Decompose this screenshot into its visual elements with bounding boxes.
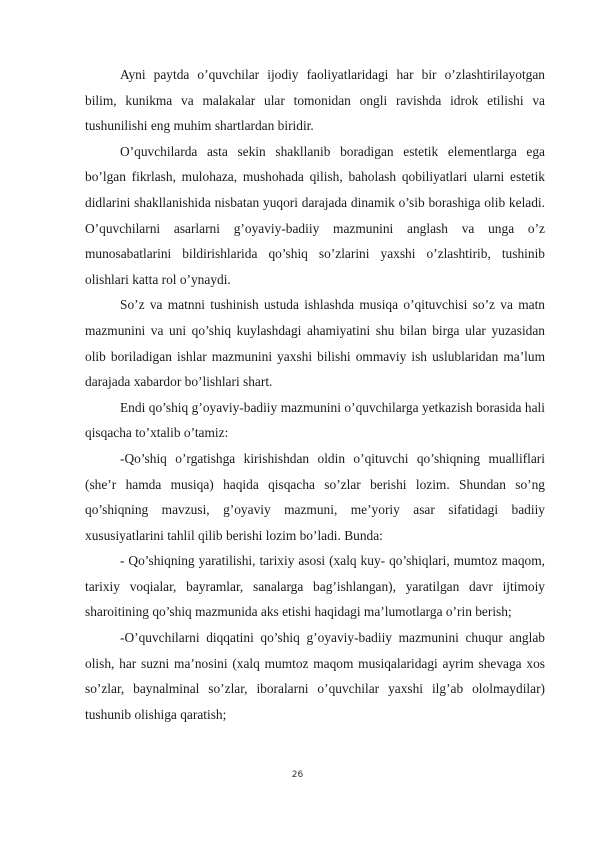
paragraph-4: Endi qo’shiq g’oyaviy-badiiy mazmunini o’quvchilarga yetkazish borasida hali qisqacha to’xtalib o’tamiz: (85, 399, 545, 441)
page-body (85, 62, 545, 727)
page-number: 26 (291, 770, 304, 780)
paragraph-6: - Qo’shiqning yaratilishi, tarixiy asosi (xalq kuy- qo’shiqlari, mumtoz maqom, tarixiy voqialar, bayramlar, sanalarga bag’ishlangan), yaratilgan davr ijtimoiy sharoitining qo’shiq mazmunida aks etishi haqidagi ma’lumotlarga o’rin berish; (85, 553, 545, 620)
paragraph-2: O’quvchilarda asta sekin shakllanib boradigan estetik elementlarga ega bo’lgan fikrlash, mulohaza, mushohada qilish, baholash qobiliyatlari ularni estetik didlarini shakllanishida nisbatan yuqori darajada dinamik o’sib borashiga olib keladi. O’quvchilarni asarlarni g’oyaviy-badiiy mazmunini anglash va unga o’z munosabatlarini bildirishlarida qo’shiq so’zlarini yaxshi o’zlashtirib, tushinib olishlari katta rol o’ynaydi. (85, 143, 545, 287)
paragraph-5: -Qo’shiq o’rgatishga kirishishdan oldin o’qituvchi qo’shiqning mualliflari (she’r hamda musiqa) haqida qisqacha so’zlar berishi lozim. Shundan so’ng qo’shiqning mavzusi, g’oyaviy mazmuni, me’yoriy asar sifatidagi badiiy xususiyatlarini tahlil qilib berishi lozim bo’ladi. Bunda: (85, 450, 545, 543)
paragraph-7: -O’quvchilarni diqqatini qo’shiq g’oyaviy-badiiy mazmunini chuqur anglab olish, har suzni ma’nosini (xalq mumtoz maqom musiqalaridagi ayrim shevaga xos so’zlar, baynalminal so’zlar, iboralarni o’quvchilar yaxshi ilg’ab ololmaydilar) tushunib olishiga qaratish; (85, 630, 545, 722)
paragraph-3: So’z va matnni tushinish ustuda ishlashda musiqa o’qituvchisi so’z va matn mazmunini va uni qo’shiq kuylashdagi ahamiyatini shu bilan birga ular yuzasidan olib boriladigan ishlar mazmunini yaxshi bilishi ommaviy ish uslublaridan ma’lum darajada xabardor bo’lishlari shart. (85, 297, 545, 390)
paragraph-1: Ayni paytda o’quvchilar ijodiy faoliyatlaridagi har bir o’zlashtirilayotgan bilim, kunikma va malakalar ular tomonidan ongli ravishda idrok etilishi va tushunilishi eng muhim shartlardan biridir. (85, 67, 545, 134)
